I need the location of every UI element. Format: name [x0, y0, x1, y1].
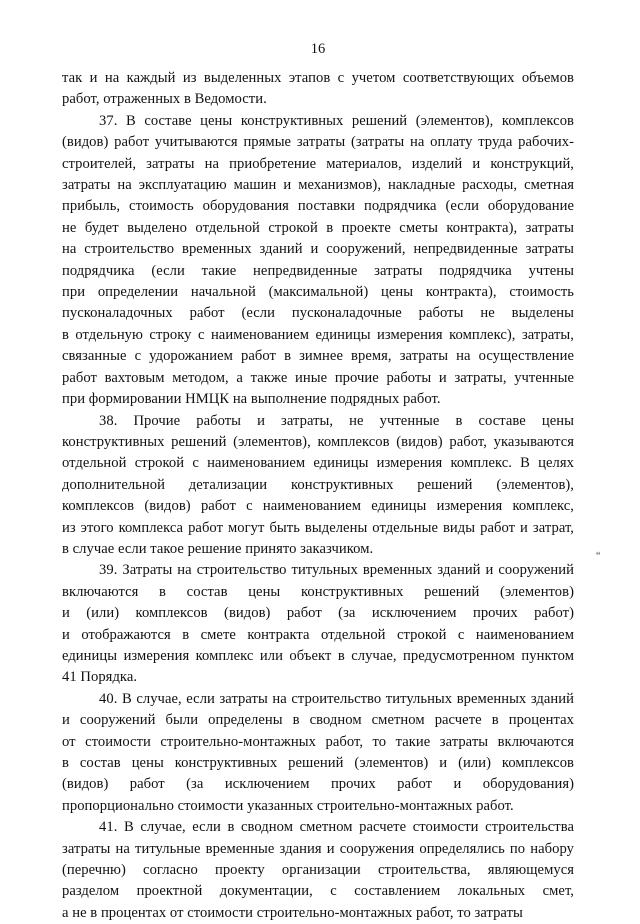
paragraph-p38	[62, 411, 574, 561]
text-line: затраты на титульные временные здания и сооружения определялись по набору	[62, 840, 574, 857]
text-line: (видов) работ учитываются прямые затраты (затраты на оплату труда рабочих-	[62, 134, 574, 151]
text-line: и сооружений были определены в сводном сметном расчете в процентах	[62, 712, 574, 729]
text-line: единицы измерения комплекс или объект в случае, предусмотренном пунктом	[62, 647, 574, 664]
text-line: из этого комплекса работ могут быть выделены отдельные виды работ и затрат,	[62, 519, 574, 536]
text-line: затраты на эксплуатацию машин и механизмов), накладные расходы, сметная	[62, 177, 574, 194]
text-line: на строительство временных зданий и сооружений, непредвиденные затраты	[62, 241, 574, 258]
text-line: отдельной строкой с наименованием единицы измерения комплекс. В целях	[62, 455, 574, 472]
text-line: строителей, затраты на приобретение материалов, изделий и конструкций,	[62, 155, 574, 172]
text-line: дополнительной детализации конструктивных решений (элементов),	[62, 476, 574, 493]
paragraph-cont	[62, 68, 574, 111]
text-line: при формировании НМЦК на выполнение подрядных работ.	[62, 391, 441, 408]
scan-mark: “	[596, 551, 601, 562]
text-line: а не в процентах от стоимости строительно-монтажных работ, то затраты	[62, 904, 523, 921]
document-body	[62, 68, 574, 924]
text-line: в отдельную строку с наименованием единицы измерения комплекс), затраты,	[62, 326, 574, 343]
text-line: и (или) комплексов (видов) работ (за исключением прочих работ)	[62, 605, 574, 622]
text-line: связанные с удорожанием работ в зимнее время, затраты на осуществление	[62, 348, 574, 365]
text-line: в состав цены конструктивных решений (элементов) и (или) комплексов	[62, 755, 574, 771]
text-line: пропорционально стоимости указанных строительно-монтажных работ.	[62, 797, 514, 814]
paragraph-p39	[62, 560, 574, 688]
text-line: 38. Прочие работы и затраты, не учтенные в составе цены	[99, 412, 574, 429]
text-line: пусконаладочных работ (если пусконаладочные работы не выделены	[62, 305, 574, 322]
text-line: работ, отраженных в Ведомости.	[62, 91, 267, 108]
text-line: так и на каждый из выделенных этапов с учетом соответствующих объемов	[62, 70, 574, 86]
text-line: подрядчика (если такие непредвиденные затраты подрядчика учтены	[62, 262, 574, 279]
text-line: прибыль, стоимость оборудования поставки подрядчика (если оборудование	[62, 198, 574, 215]
text-line: при определении начальной (максимальной) цены контракта), стоимость	[62, 284, 574, 301]
paragraph-p40	[62, 689, 574, 817]
text-line: 40. В случае, если затраты на строительство титульных временных зданий	[99, 690, 574, 707]
text-line: разделом проектной документации, с составлением локальных смет,	[62, 883, 574, 900]
text-line: (видов) работ (за исключением прочих работ и оборудования)	[62, 776, 574, 793]
text-line: в случае если такое решение принято заказчиком.	[62, 540, 374, 557]
paragraph-p41	[62, 817, 574, 924]
text-line: от стоимости строительно-монтажных работ, то такие затраты включаются	[62, 733, 574, 750]
page-number: 16	[310, 41, 326, 57]
text-line: (перечню) согласно проекту организации строительства, являющемуся	[62, 862, 574, 879]
text-line: 41. В случае, если в сводном сметном расчете стоимости строительства	[99, 819, 574, 836]
text-line: работ вахтовым методом, а также иные прочие работы и затраты, учтенные	[62, 369, 574, 386]
text-line: не будет выделено отдельной строкой в проекте сметы контракта), затраты	[62, 219, 574, 236]
text-line: 37. В составе цены конструктивных решений (элементов), комплексов	[99, 112, 574, 129]
text-line: 41 Порядка.	[62, 669, 138, 686]
text-line: конструктивных решений (элементов), комплексов (видов) работ, указываются	[62, 433, 574, 450]
text-line: 39. Затраты на строительство титульных временных зданий и сооружений	[99, 562, 574, 579]
paragraph-p37	[62, 111, 574, 411]
text-line: комплексов (видов) работ с наименованием единицы измерения комплекс,	[62, 498, 574, 515]
text-line: включаются в состав цены конструктивных решений (элементов)	[62, 583, 574, 600]
text-line: и отображаются в смете контракта отдельной строкой с наименованием	[62, 626, 574, 643]
